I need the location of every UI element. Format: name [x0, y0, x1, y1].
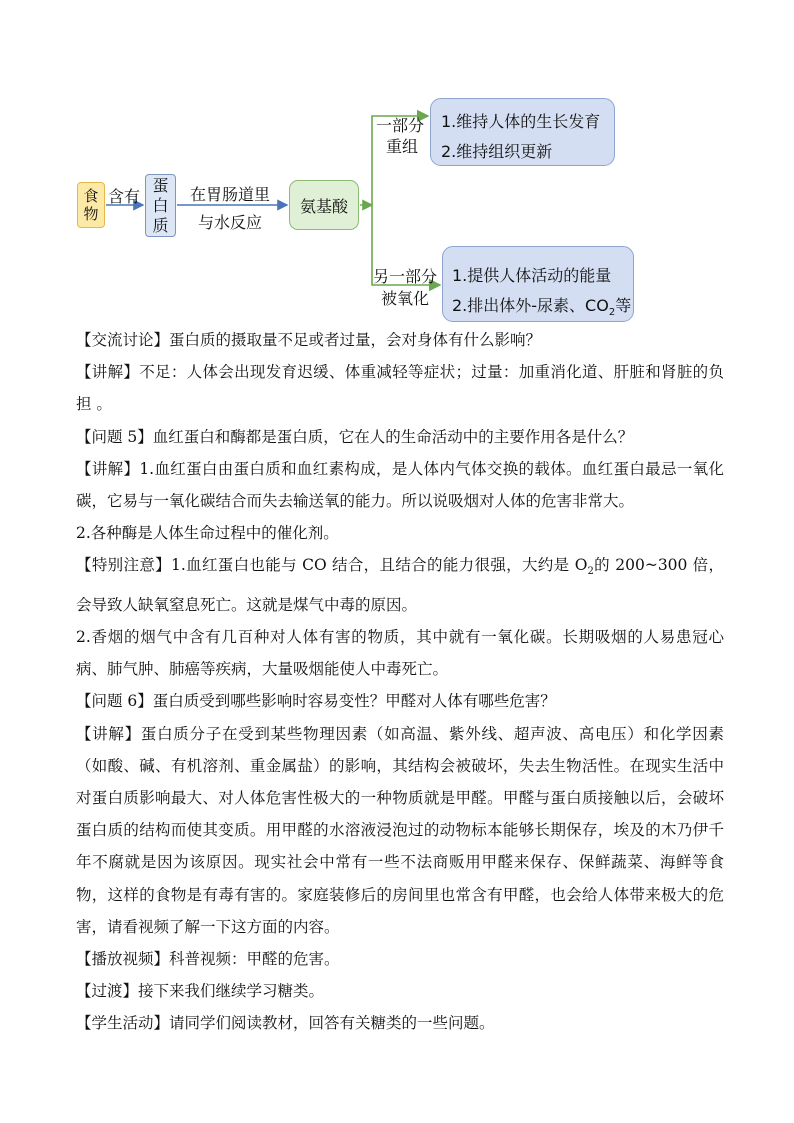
document-body — [76, 324, 724, 1040]
protein-box: 蛋白质 — [145, 174, 176, 237]
branch-top-label-line2: 重组 — [386, 137, 419, 156]
paragraph: 【过渡】接下来我们继续学习糖类。 — [76, 982, 325, 1001]
paragraph: 2.香烟的烟气中含有几百种对人体有害的物质，其中就有一氧化碳。长期吸烟的人易患冠心病、肺气肿、肺癌等疾病，大量吸烟能使人中毒死亡。 — [76, 627, 724, 679]
paragraph: 【问题 5】血红蛋白和酶都是蛋白质，它在人的生命活动中的主要作用各是什么？ — [76, 427, 634, 446]
paragraph: 【讲解】不足：人体会出现发育迟缓、体重减轻等症状；过量：加重消化道、肝脏和肾脏的负担 。 — [76, 363, 724, 414]
bottom-function-box — [442, 246, 634, 322]
reaction-label-line2: 与水反应 — [198, 213, 263, 232]
special-note-paragraph: 【特别注意】1.血红蛋白也能与 CO 结合，且结合的能力很强，大约是 $O_2$的 200~300 倍，会导致人缺氧窒息死亡。这就是煤气中毒的原因。 — [76, 556, 724, 614]
paragraph: 【讲解】1.血红蛋白由蛋白质和血红素构成，是人体内气体交换的载体。血红蛋白最忌一氧化碳，它易与一氧化碳结合而失去输送氧的能力。所以说吸烟对人体的危害非常大。 — [76, 459, 724, 511]
top-box-item-1: 1.维持人体的生长发育 — [441, 112, 601, 131]
bottom-box-item-2: 2.排出体外-尿素、$CO_2$等 — [452, 296, 632, 319]
branch-top-label-line1: 一部分 — [376, 116, 425, 135]
contains-label: 含有 — [108, 187, 141, 206]
paragraph: 【播放视频】科普视频：甲醛的危害。 — [76, 949, 340, 968]
branch-bottom-label-line2: 被氧化 — [381, 289, 430, 308]
paragraph: 【讲解】蛋白质分子在受到某些物理因素（如高温、紫外线、超声波、高电压）和化学因素（如酸、碱、有机溶剂、重金属盐）的影响，其结构会被破坏，失去生物活性。在现实生活中对蛋白质影响最大、对人体危害性极大的一种物质就是甲醛。甲醛与蛋白质接触以后，会破坏蛋白质的结构而使其变质。用甲醛的水溶液浸泡过的动物标本能够长期保存，埃及的木乃伊千年不腐就是因为该原因。现实社会中常有一些不法商贩用甲醛来保存、保鲜蔬菜、海鲜等食物，这样的食物是有毒有害的。家庭装修后的房间里也常含有甲醛，也会给人体带来极大的危害，请看视频了解一下这方面的内容。 — [76, 724, 724, 936]
amino-acid-box: 氨基酸 — [289, 180, 359, 230]
branch-bottom-label-line1: 另一部分 — [373, 267, 438, 286]
paragraph: 2.各种酶是人体生命过程中的催化剂。 — [76, 524, 339, 543]
food-box: 食物 — [77, 182, 105, 228]
protein-diagram — [0, 0, 794, 330]
reaction-label-line1: 在胃肠道里 — [190, 185, 271, 204]
paragraph: 【学生活动】请同学们阅读教材，回答有关糖类的一些问题。 — [76, 1014, 495, 1033]
top-function-box — [430, 98, 615, 166]
top-box-item-2: 2.维持组织更新 — [441, 142, 553, 161]
bottom-box-item-1: 1.提供人体活动的能量 — [452, 266, 612, 285]
paragraph: 【问题 6】蛋白质受到哪些影响时容易变性？甲醛对人体有哪些危害？ — [76, 692, 556, 711]
paragraph: 【交流讨论】蛋白质的摄取量不足或者过量，会对身体有什么影响？ — [76, 331, 542, 349]
